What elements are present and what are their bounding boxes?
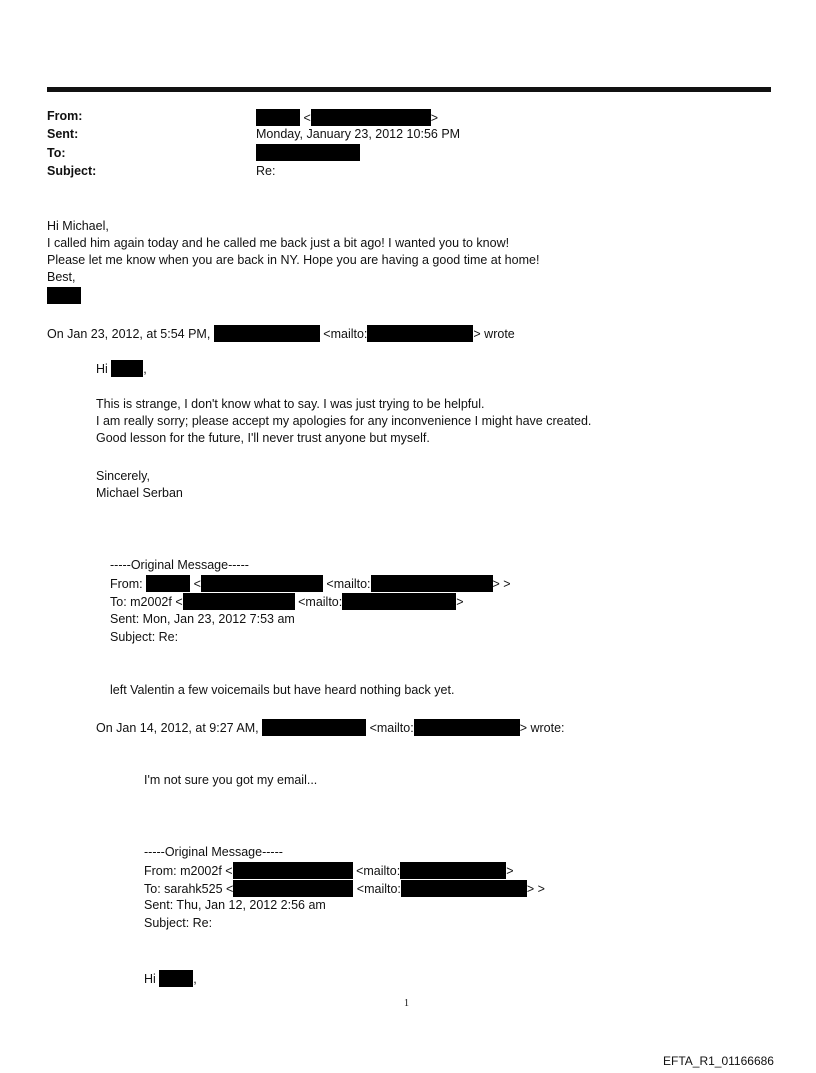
redaction-box (367, 325, 473, 342)
reply-signature: Michael Serban (96, 486, 183, 500)
original-message-title: -----Original Message----- (144, 845, 283, 859)
mailto-text: <mailto: (298, 595, 343, 609)
reply-greeting (96, 360, 147, 377)
signature-redacted (47, 287, 81, 304)
from-label: From: (47, 109, 83, 123)
redaction-box (401, 880, 527, 897)
page-number: 1 (404, 998, 409, 1009)
redaction-box (371, 575, 493, 592)
redaction-box (159, 970, 193, 987)
reply-paragraph: Good lesson for the future, I'll never trust anyone but myself. (96, 431, 430, 445)
mailto-text: <mailto: (326, 577, 371, 591)
original-from (144, 862, 514, 879)
header-rule (47, 87, 771, 92)
from-gt: > (430, 111, 439, 125)
from-label-text: From: m2002f < (144, 864, 233, 878)
redaction-box (146, 575, 190, 592)
to-label-text: To: m2002f < (110, 595, 183, 609)
end-text: > (506, 864, 514, 878)
redaction-box (256, 144, 360, 161)
original-body: left Valentin a few voicemails but have heard nothing back yet. (110, 683, 455, 697)
reply-intro (47, 325, 515, 342)
reply-closing: Sincerely, (96, 469, 150, 483)
original-subject: Subject: Re: (110, 630, 179, 644)
redaction-box (233, 862, 353, 879)
original-message-title: -----Original Message----- (110, 558, 249, 572)
original-to (144, 880, 545, 897)
body-line: Best, (47, 270, 76, 284)
redaction-box (342, 593, 456, 610)
body-line: Please let me know when you are back in NY. Hope you are having a good time at home! (47, 253, 540, 267)
subject-label: Subject: (47, 164, 97, 178)
subject-value: Re: (256, 164, 276, 178)
original-sent: Sent: Thu, Jan 12, 2012 2:56 am (144, 898, 326, 912)
redaction-box (400, 862, 506, 879)
to-label: To: (47, 146, 66, 160)
sent-value: Monday, January 23, 2012 10:56 PM (256, 127, 461, 141)
redaction-box (262, 719, 366, 736)
mailto-text: <mailto: (356, 864, 401, 878)
redaction-box (111, 360, 143, 377)
document-id: EFTA_R1_01166686 (663, 1054, 774, 1068)
original-subject: Subject: Re: (144, 916, 213, 930)
redaction-box (233, 880, 353, 897)
reply-body: I'm not sure you got my email... (144, 773, 318, 787)
redaction-box (311, 109, 431, 126)
end-text: > > (492, 577, 511, 591)
redaction-box (256, 109, 300, 126)
wrote-text: > wrote: (519, 721, 565, 735)
from-value (256, 109, 438, 126)
reply-paragraph: This is strange, I don't know what to say. I was just trying to be helpful. (96, 397, 485, 411)
sent-label: Sent: (47, 127, 79, 141)
body-line: Hi Michael, (47, 219, 109, 233)
original-to (110, 593, 464, 610)
from-label-text: From: (110, 577, 143, 591)
reply-intro (96, 719, 565, 736)
to-label-text: To: sarahk525 < (144, 882, 234, 896)
greeting-word: Hi (96, 362, 108, 376)
reply-paragraph: I am really sorry; please accept my apologies for any inconvenience I might have created. (96, 414, 592, 428)
original-sent: Sent: Mon, Jan 23, 2012 7:53 am (110, 612, 295, 626)
mailto-text: <mailto: (356, 882, 401, 896)
redaction-box (414, 719, 520, 736)
redaction-box (47, 287, 81, 304)
redaction-box (201, 575, 323, 592)
wrote-text: > wrote (473, 327, 515, 341)
mailto-text: <mailto: (323, 327, 368, 341)
greeting-word: Hi (144, 972, 156, 986)
from-lt: < (303, 111, 311, 125)
reply-intro-date: On Jan 23, 2012, at 5:54 PM, (47, 327, 211, 341)
redaction-box (183, 593, 295, 610)
end-text: > (456, 595, 464, 609)
to-value (256, 144, 360, 161)
mailto-text: <mailto: (369, 721, 414, 735)
redaction-box (214, 325, 320, 342)
lt-text: < (193, 577, 201, 591)
reply-greeting (144, 970, 197, 987)
greeting-comma: , (143, 362, 147, 376)
body-line: I called him again today and he called me back just a bit ago! I wanted you to know! (47, 236, 510, 250)
end-text: > > (526, 882, 545, 896)
reply-intro-date: On Jan 14, 2012, at 9:27 AM, (96, 721, 259, 735)
original-from (110, 575, 511, 592)
greeting-comma: , (193, 972, 197, 986)
